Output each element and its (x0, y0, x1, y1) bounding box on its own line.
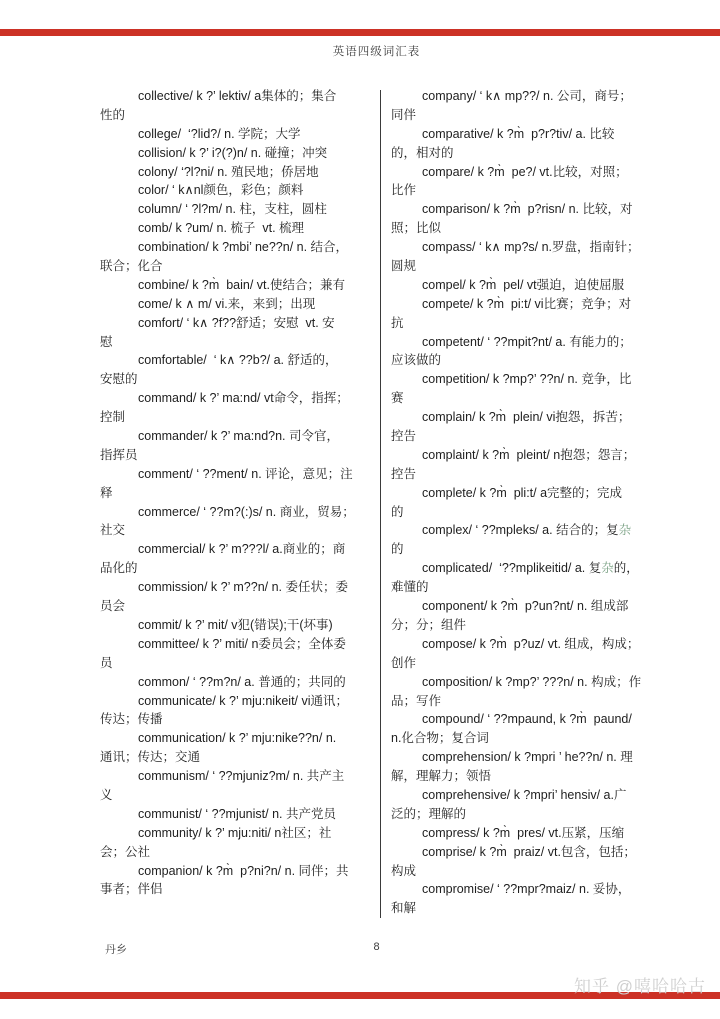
word-line: 控告 (391, 466, 417, 481)
word-line: comparative/ k ?m̀ p?r?tiv/ a. 比较 (422, 126, 615, 141)
word-line: 社交 (100, 523, 126, 538)
word-line: comb/ k ?um/ n. 梳子 vt. 梳理 (138, 221, 305, 236)
word-line: complete/ k ?m̀ pli:t/ a完整的；完成 (422, 485, 623, 500)
word-line: 比作 (391, 183, 417, 198)
word-line: compound/ ‘ ??mpaund, k ?m̀ paund/ (422, 712, 632, 727)
word-line: compose/ k ?m̀ p?uz/ vt. 组成，构成； (422, 636, 640, 651)
footer-author: 丹乡 (105, 944, 127, 956)
word-line: 事者；伴侣 (100, 882, 163, 897)
word-line: 传达；传播 (100, 712, 163, 727)
word-line: commit/ k ?’ mit/ v犯(错误);干(坏事) (138, 617, 333, 632)
word-line: collective/ k ?’ lektiv/ a集体的；集合 (138, 89, 337, 103)
word-line: complain/ k ?m̀ plein/ vi抱怨，拆苦； (422, 410, 631, 425)
word-line: 员会 (100, 599, 126, 614)
word-line: comprehension/ k ?mpri ’ he??n/ n. 理 (422, 750, 633, 765)
word-line: complicated/ ‘??mplikeitid/ a. 复杂的， (422, 561, 639, 576)
word-line: come/ k ∧ m/ vi.来，来到；出现 (138, 296, 316, 311)
word-line: competent/ ‘ ??mpit?nt/ a. 有能力的； (422, 334, 632, 349)
word-line: communication/ k ?’ mju:nike??n/ n. (138, 731, 337, 746)
column-divider (380, 90, 381, 918)
word-line: 慰 (100, 334, 113, 349)
word-line: 释 (100, 485, 113, 500)
word-line: combine/ k ?m̀ bain/ vt.使结合；兼有 (138, 277, 346, 292)
word-line: 赛 (391, 391, 404, 406)
word-line: 抗 (391, 315, 404, 330)
page-title: 英语四级词汇表 (332, 46, 421, 58)
word-line: comparison/ k ?m̀ p?risn/ n. 比较，对 (422, 202, 633, 217)
word-line: complex/ ‘ ??mpleks/ a. 结合的；复杂 (422, 523, 632, 538)
word-line: comprehensive/ k ?mpri’ hensiv/ a.广 (422, 787, 627, 802)
word-line: 构成 (391, 863, 417, 878)
vocab-column-left (100, 87, 378, 899)
word-line: 解，理解力；领悟 (391, 769, 492, 784)
word-line: communicate/ k ?’ mju:nikeit/ vi通讯； (138, 693, 349, 708)
word-line: complaint/ k ?m̀ pleint/ n抱怨；怨言； (422, 447, 636, 462)
word-line: n.化合物；复合词 (391, 731, 489, 746)
word-line: color/ ‘ k∧nl颜色，彩色；颜料 (138, 183, 304, 198)
word-line: 品；写作 (391, 693, 442, 708)
word-line: 品化的 (100, 561, 138, 576)
word-line: common/ ‘ ??m?n/ a. 普通的；共同的 (138, 674, 346, 689)
word-line: commerce/ ‘ ??m?(:)s/ n. 商业，贸易； (138, 504, 355, 519)
word-line: comment/ ‘ ??ment/ n. 评论，意见；注 (138, 466, 353, 481)
word-line: 安慰的 (100, 372, 138, 387)
word-line: 圆规 (391, 259, 417, 274)
word-line: 通讯；传达；交通 (100, 750, 201, 765)
word-line: comfort/ ‘ k∧ ?f??舒适；安慰 vt. 安 (138, 315, 335, 330)
word-line: companion/ k ?m̀ p?ni?n/ n. 同伴；共 (138, 863, 349, 878)
word-line: column/ ‘ ?l?m/ n. 柱，支柱，圆柱 (138, 202, 327, 217)
word-line: compromise/ ‘ ??mpr?maiz/ n. 妥协， (422, 882, 631, 897)
word-line: committee/ k ?’ miti/ n委员会；全体委 (138, 636, 346, 651)
word-line: compress/ k ?m̀ pres/ vt.压紧，压缩 (422, 825, 625, 840)
word-line: 员 (100, 655, 113, 670)
word-line: 难懂的 (391, 580, 429, 595)
word-line: 创作 (391, 655, 417, 670)
top-red-bar (0, 29, 720, 36)
word-line: compare/ k ?m̀ pe?/ vt.比较，对照； (422, 164, 628, 179)
word-line: compete/ k ?m̀ pi:t/ vi比赛；竞争；对 (422, 296, 632, 311)
word-line: 应该做的 (391, 353, 442, 368)
word-line: company/ ‘ k∧ mp??/ n. 公司，商号； (422, 89, 632, 103)
word-line: 义 (100, 787, 113, 802)
word-line: commander/ k ?’ ma:nd?n. 司令官， (138, 429, 339, 444)
page-number: 8 (373, 941, 380, 953)
word-line: 同伴 (391, 107, 417, 122)
watermark-text: 知乎 @嘻哈哈古 (574, 977, 706, 996)
word-line: competition/ k ?mp?’ ??n/ n. 竞争，比 (422, 372, 632, 387)
word-line: communist/ ‘ ??mjunist/ n. 共产党员 (138, 806, 336, 821)
word-line: communism/ ‘ ??mjuniz?m/ n. 共产主 (138, 769, 345, 784)
word-line: composition/ k ?mp?’ ???n/ n. 构成；作 (422, 674, 642, 689)
word-line: component/ k ?m̀ p?un?nt/ n. 组成部 (422, 599, 629, 614)
word-line: comprise/ k ?m̀ praiz/ vt.包含，包括； (422, 844, 636, 859)
word-line: 的 (391, 504, 404, 519)
word-line: comfortable/ ‘ k∧ ??b?/ a. 舒适的， (138, 353, 338, 368)
word-line: compel/ k ?m̀ pel/ vt强迫，迫使屈服 (422, 277, 625, 292)
word-line: commission/ k ?’ m??n/ n. 委任状；委 (138, 580, 349, 595)
word-line: 联合；化合 (100, 259, 163, 274)
word-line: 控告 (391, 429, 417, 444)
word-line: colony/ ‘?l?ni/ n. 殖民地；侨居地 (138, 164, 319, 179)
word-line: 照；比似 (391, 221, 442, 236)
word-line: command/ k ?’ ma:nd/ vt命令，指挥； (138, 391, 349, 406)
highlighted-char: 杂 (601, 561, 614, 576)
word-line: combination/ k ?mbi’ ne??n/ n. 结合， (138, 240, 349, 255)
word-line: 分；分；组件 (391, 617, 467, 632)
word-line: 指挥员 (100, 447, 138, 462)
highlighted-char: 杂 (618, 523, 632, 538)
word-line: 会；公社 (100, 844, 151, 859)
word-line: commercial/ k ?’ m???l/ a.商业的；商 (138, 542, 346, 557)
word-line: 性的 (100, 107, 126, 122)
word-line: community/ k ?’ mju:niti/ n社区；社 (138, 825, 332, 840)
word-line: 泛的；理解的 (391, 806, 467, 821)
word-line: 的，相对的 (391, 145, 454, 160)
vocab-column-right (391, 87, 651, 918)
word-line: compass/ ‘ k∧ mp?s/ n.罗盘，指南针； (422, 240, 640, 255)
word-line: college/ ‘?lid?/ n. 学院；大学 (138, 126, 301, 141)
word-line: 的 (391, 542, 404, 557)
word-line: collision/ k ?’ i?(?)n/ n. 碰撞；冲突 (138, 145, 328, 160)
page-header (100, 43, 653, 59)
word-line: 和解 (391, 901, 417, 916)
word-line: 控制 (100, 410, 126, 425)
